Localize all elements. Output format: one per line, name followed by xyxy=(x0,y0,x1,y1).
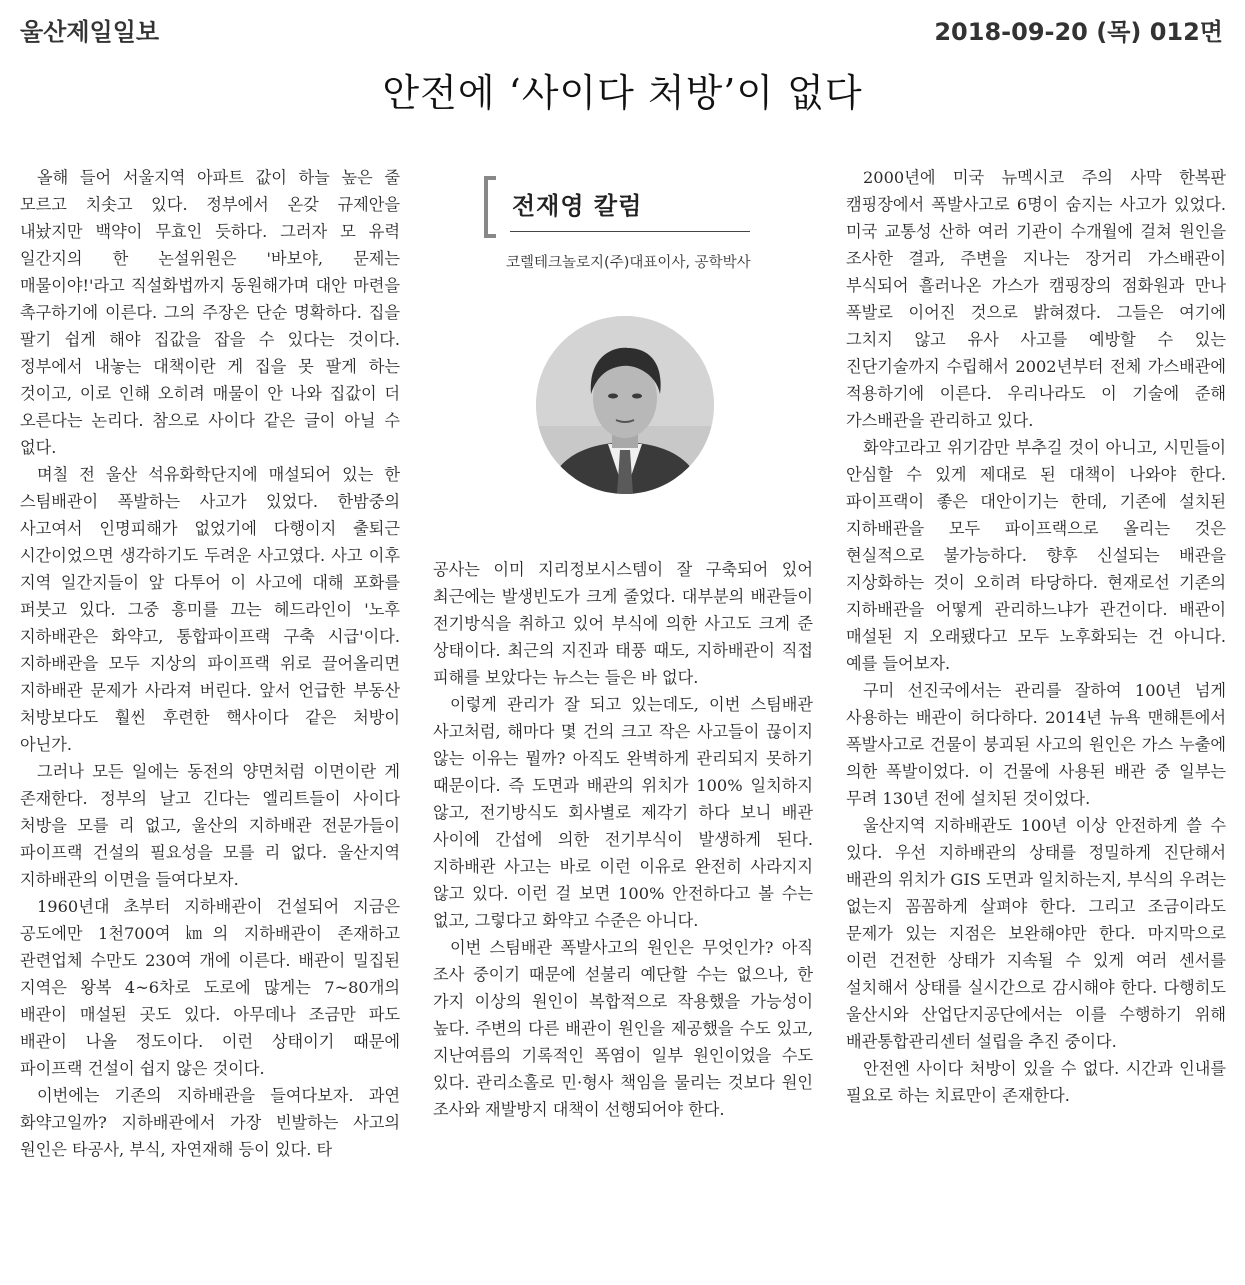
paragraph: 구미 선진국에서는 관리를 잘하여 100년 넘게 사용하는 배관이 허다하다. 2014년 뉴욕 맨해튼에서 폭발사고로 건물이 붕괴된 사고의 원인은 가스 누출에 의한 폭발이었다. 이 건물에 사용된 배관 중 일부는 무려 130년 전에 설치된 것이었다. xyxy=(846,681,1226,808)
portrait-image xyxy=(536,316,714,494)
paragraph: 안전엔 사이다 처방이 있을 수 없다. 시간과 인내를 필요로 하는 치료만이 존재한다. xyxy=(846,1059,1226,1105)
paragraph: 이번에는 기존의 지하배관을 들여다보자. 과연 화약고일까? 지하배관에서 가장 빈발하는 사고의 원인은 타공사, 부식, 자연재해 등이 있다. 타 xyxy=(20,1086,400,1159)
columnist-affiliation: 코렐테크놀로지(주)대표이사, 공학박사 xyxy=(506,255,751,271)
paragraph: 이렇게 관리가 잘 되고 있는데도, 이번 스팀배관 사고처럼, 해마다 몇 건의 크고 작은 사고들이 끊이지 않는 이유는 뭘까? 아직도 완벽하게 관리되지 못하기 때문이다. 즉 도면과 배관의 위치가 100% 일치하지 않고, 전기방식도 회사별로 제각기 하다 보니 배관 사이에 간섭에 의한 전기부식이 발생하게 된다. 지하배관 사고는 바로 이런 이유로 완전히 사라지지 않고 있다. 이런 걸 보면 100% 안전하다고 볼 수는 없고, 그렇다고 화약고 수준은 아니다. xyxy=(433,695,813,930)
columnist-portrait xyxy=(536,316,714,494)
edition-date-page: 2018-09-20 (목) 012면 xyxy=(934,18,1223,46)
columnist-name: 전재영 칼럼 xyxy=(512,192,643,220)
article-column-3 xyxy=(846,164,1226,1109)
paragraph: 2000년에 미국 뉴멕시코 주의 사막 한복판 캠핑장에서 폭발사고로 6명이 숨지는 사고가 있었다. 미국 교통성 산하 여러 기관이 수개월에 걸쳐 원인을 조사한 결과, 주변을 지나는 장거리 가스배관이 부식되어 흘러나온 가스가 캠핑장의 점화원과 만나 폭발로 이어진 것으로 밝혀졌다. 그들은 여기에 그치지 않고 유사 사고를 예방할 수 있는 진단기술까지 수립해서 2002년부터 전체 가스배관에 적용하기에 이른다. 우리나라도 이 기술에 준해 가스배관을 관리하고 있다. xyxy=(846,168,1226,430)
article-column-1 xyxy=(20,164,400,1163)
paragraph: 공사는 이미 지리정보시스템이 잘 구축되어 있어 최근에는 발생빈도가 크게 줄었다. 대부분의 배관들이 전기방식을 취하고 있어 부식에 의한 사고도 크게 준 상태이다. 최근의 지진과 태풍 때도, 지하배관이 직접 피해를 보았다는 뉴스는 들은 바 없다. xyxy=(433,560,813,687)
paragraph: 화약고라고 위기감만 부추길 것이 아니고, 시민들이 안심할 수 있게 제대로 된 대책이 나와야 한다. 파이프랙이 좋은 대안이기는 한데, 기존에 설치된 지하배관을 모두 파이프랙으로 올리는 것은 현실적으로 불가능하다. 향후 신설되는 배관을 지상화하는 것이 오히려 타당하다. 현재로선 기존의 지하배관을 어떻게 관리하느냐가 관건이다. 배관이 매설된 지 오래됐다고 모두 노후화되는 건 아니다. 예를 들어보자. xyxy=(846,438,1226,673)
paragraph: 울산지역 지하배관도 100년 이상 안전하게 쓸 수 있다. 우선 지하배관의 상태를 정밀하게 진단해서 배관의 위치가 GIS 도면과 일치하는지, 부식의 우려는 없는지 꼼꼼하게 살펴야 한다. 그리고 조금이라도 문제가 있는 지점은 보완해야만 한다. 마지막으로 이런 건전한 상태가 지속될 수 있게 여러 센서를 설치해서 상태를 실시간으로 감시해야 한다. 다행히도 울산시와 산업단지공단에서는 이를 수행하기 위해 배관통합관리센터 설립을 추진 중이다. xyxy=(846,816,1226,1051)
paragraph: 올해 들어 서울지역 아파트 값이 하늘 높은 줄 모르고 치솟고 있다. 정부에서 온갖 규제안을 내놨지만 백약이 무효인 듯하다. 그러자 모 유력 일간지의 한 논설위원은 '바보야, 문제는 매물이야!'라고 직설화법까지 동원해가며 대안 마련을 촉구하기에 이른다. 그의 주장은 단순 명확하다. 집을 팔기 쉽게 해야 집값을 잡을 수 있다는 것이다. 정부에서 내놓는 대책이란 게 집을 못 팔게 하는 것이고, 이로 인해 오히려 매물이 안 나와 집값이 더 오른다는 논리다. 참으로 사이다 같은 글이 아닐 수 없다. xyxy=(20,168,400,457)
divider xyxy=(510,231,750,232)
article-headline: 안전에 ‘사이다 처방’이 없다 xyxy=(382,71,863,115)
bracket-ornament xyxy=(484,176,496,238)
paragraph: 며칠 전 울산 석유화학단지에 매설되어 있는 한 스팀배관이 폭발하는 사고가 있었다. 한밤중의 사고여서 인명피해가 없었기에 다행이지 출퇴근 시간이었으면 생각하기도 두려운 사고였다. 사고 이후 지역 일간지들이 앞 다투어 이 사고에 대해 포화를 퍼붓고 있다. 그중 흥미를 끄는 헤드라인이 '노후 지하배관은 화약고, 통합파이프랙 구축 시급'이다. 지하배관을 모두 지상의 파이프랙 위로 끌어올리면 지하배관 문제가 사라져 버린다. 앞서 언급한 부동산 처방보다도 훨씬 후련한 핵사이다 같은 처방이 아닌가. xyxy=(20,465,400,754)
paragraph: 이번 스팀배관 폭발사고의 원인은 무엇인가? 아직 조사 중이기 때문에 섣불리 예단할 수는 없으나, 한 가지 이상의 원인이 복합적으로 작용했을 가능성이 높다. 주변의 다른 배관이 원인을 제공했을 수도 있고, 지난여름의 기록적인 폭염이 일부 원인이었을 수도 있다. 관리소홀로 민·형사 책임을 물리는 것보다 원인 조사와 재발방지 대책이 선행되어야 한다. xyxy=(433,938,813,1119)
paragraph: 1960년대 초부터 지하배관이 건설되어 지금은 공도에만 1천700여 ㎞의 지하배관이 존재하고 관련업체 수만도 230여 개에 이른다. 배관이 밀집된 지역은 왕복 4~6차로 도로에 많게는 7~80개의 배관이 매설된 곳도 있다. 아무데나 조금만 파도 배관이 나올 정도이다. 이런 상태이기 때문에 파이프랙 건설이 쉽지 않은 것이다. xyxy=(20,897,400,1078)
article-column-2 xyxy=(433,556,813,1123)
publication-name: 울산제일일보 xyxy=(20,18,160,46)
paragraph: 그러나 모든 일에는 동전의 양면처럼 이면이란 게 존재한다. 정부의 날고 긴다는 엘리트들이 사이다 처방을 모를 리 없고, 울산의 지하배관 전문가들이 파이프랙 건설의 필요성을 모를 리 없다. 울산지역 지하배관의 이면을 들여다보자. xyxy=(20,762,400,889)
